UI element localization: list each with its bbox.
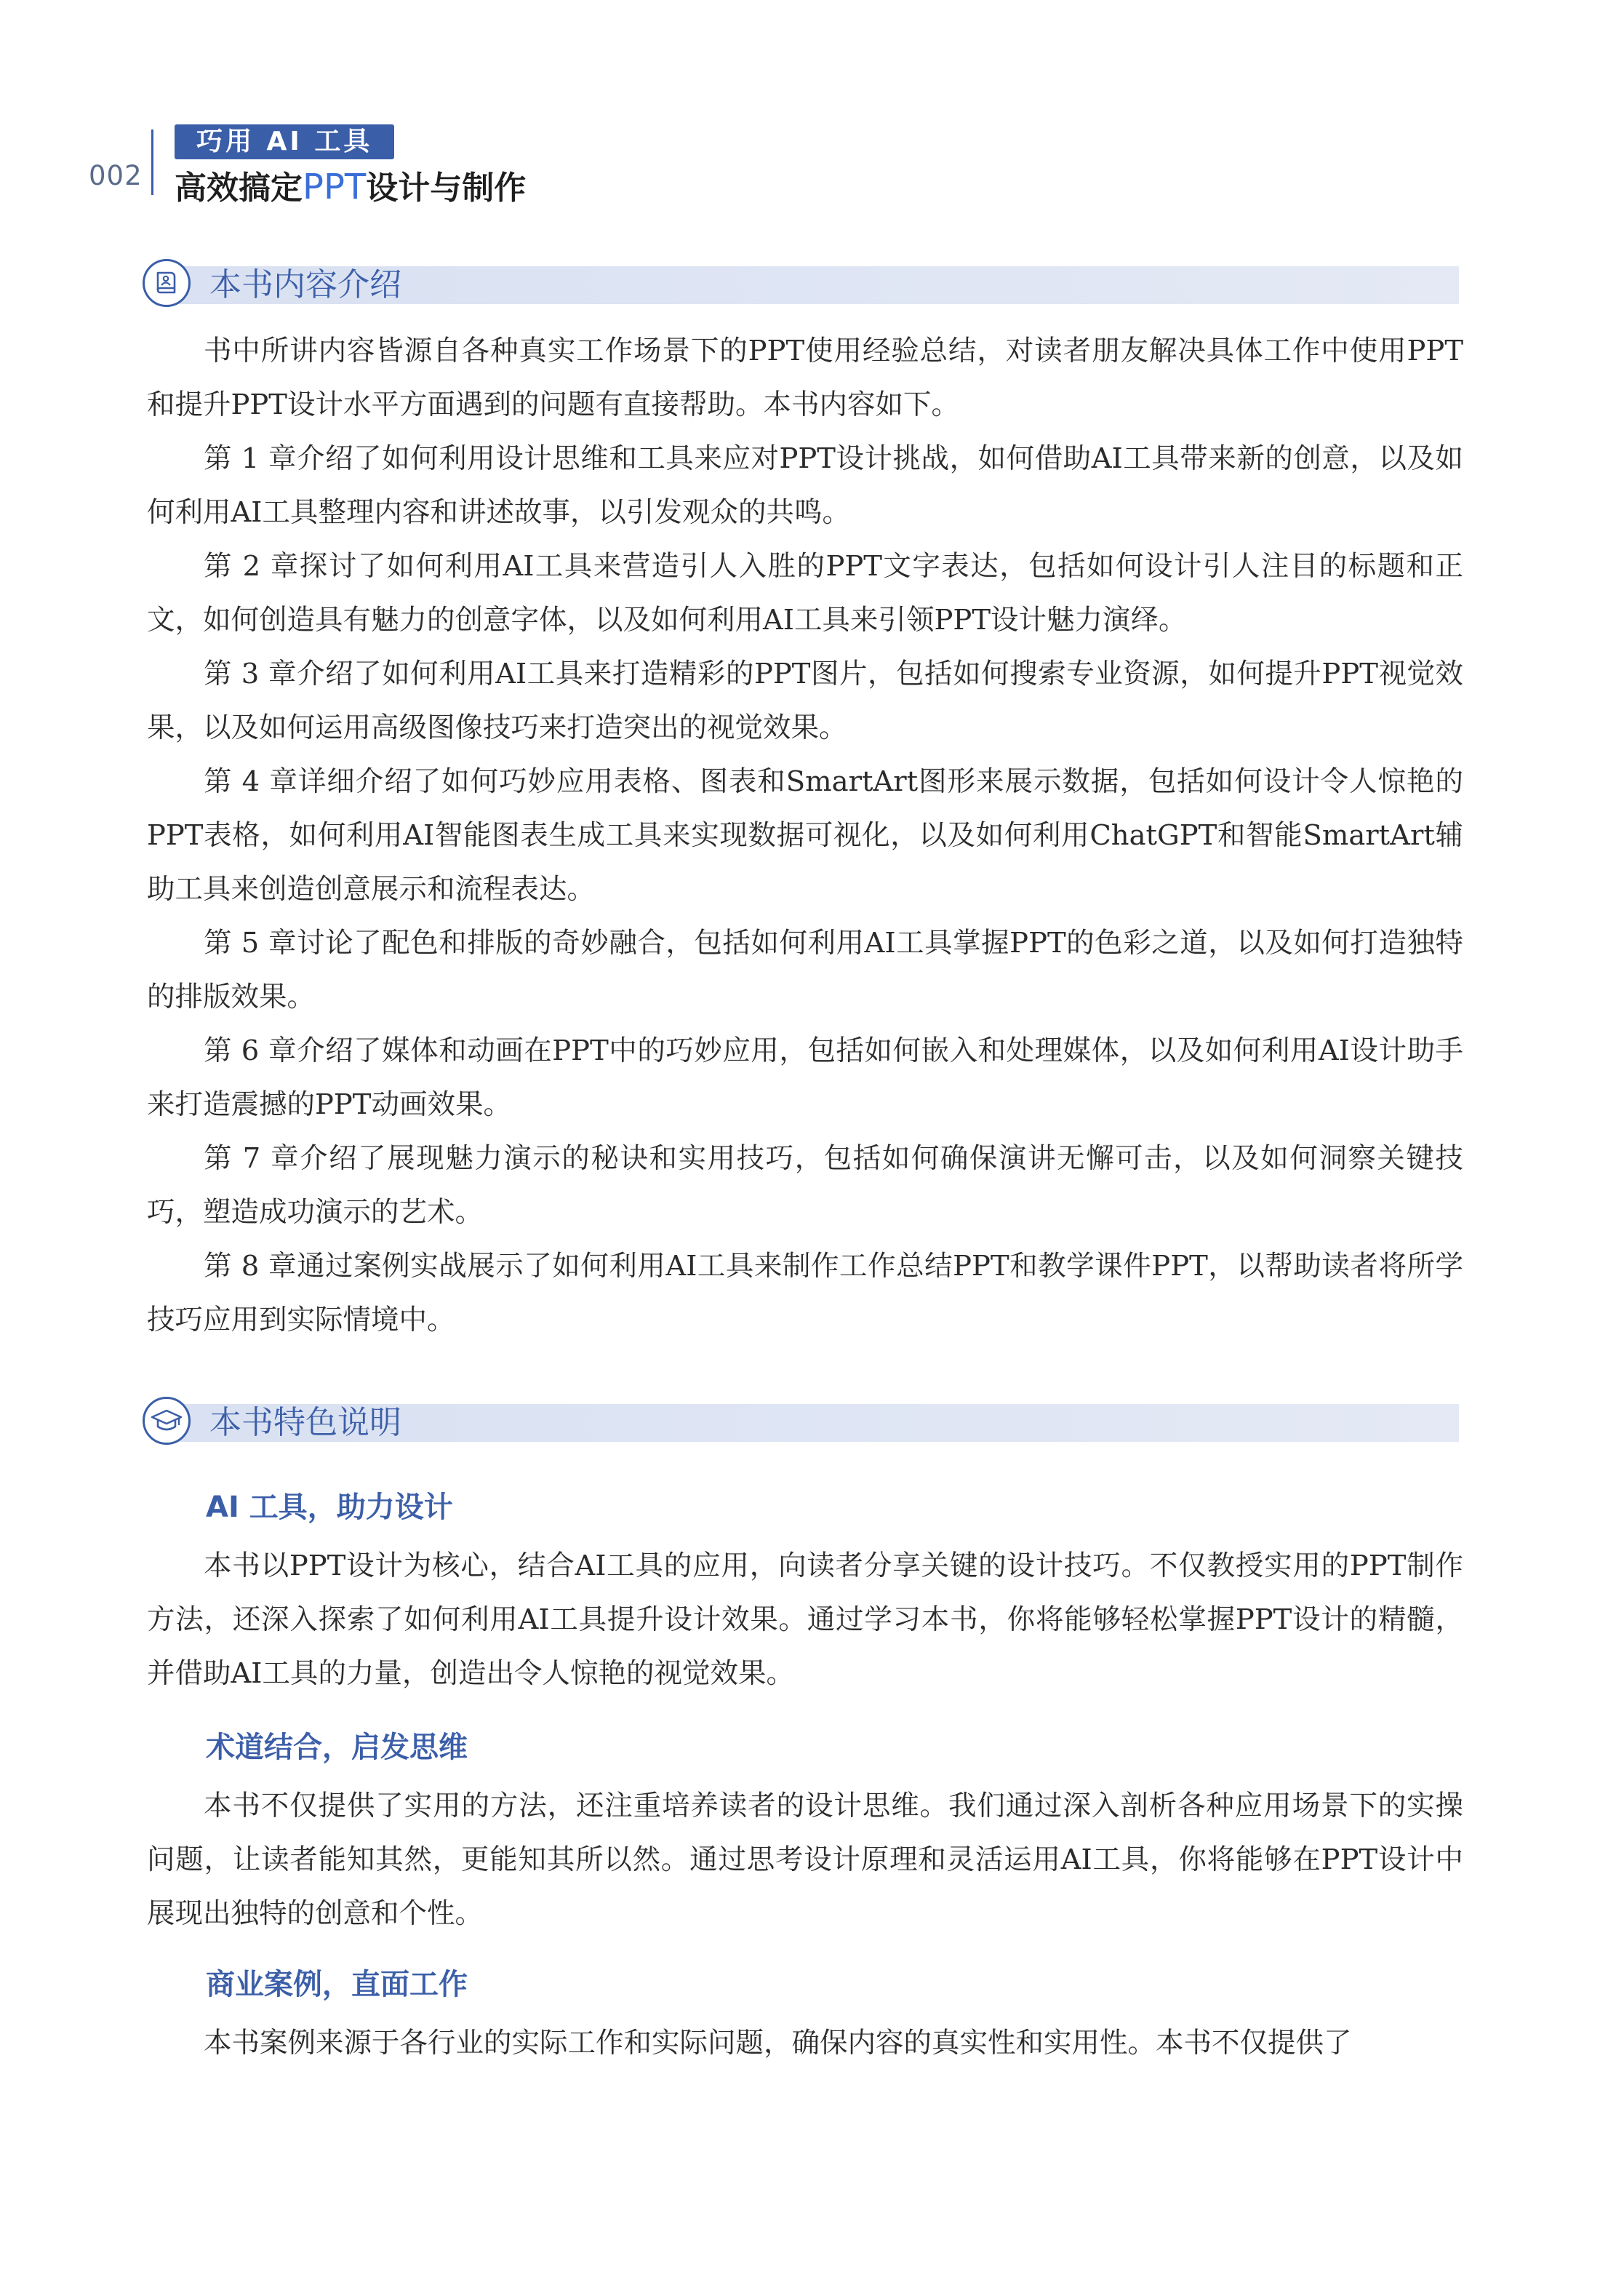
page-number: 002 xyxy=(89,160,143,191)
book-title-accent: PPT xyxy=(303,167,367,207)
section-title: 本书特色说明 xyxy=(209,1404,401,1441)
chapter-2-summary: 第 2 章探讨了如何利用AI工具来营造引人入胜的PPT文字表达，包括如何设计引人注目的标题和正文，如何创造具有魅力的创意字体，以及如何利用AI工具来引领PPT设计魅力演绎。 xyxy=(147,550,1463,637)
feature-1-title: AI 工具，助力设计 xyxy=(206,1491,453,1524)
section-title: 本书内容介绍 xyxy=(209,266,401,303)
page-header xyxy=(0,0,1624,218)
section-heading-features xyxy=(143,1397,1459,1449)
book-title xyxy=(175,161,526,208)
book-title-part1: 高效搞定 xyxy=(175,170,303,207)
series-badge: 巧用 AI 工具 xyxy=(175,124,394,159)
chapter-6-summary: 第 6 章介绍了媒体和动画在PPT中的巧妙应用，包括如何嵌入和处理媒体，以及如何利用AI设计助手来打造震撼的PPT动画效果。 xyxy=(147,1034,1463,1121)
chapter-4-summary: 第 4 章详细介绍了如何巧妙应用表格、图表和SmartArt图形来展示数据，包括如何设计令人惊艳的PPT表格，如何利用AI智能图表生成工具来实现数据可视化，以及如何利用ChatGPT和智能SmartArt辅助工具来创造创意展示和流程表达。 xyxy=(147,765,1463,906)
chapter-7-summary: 第 7 章介绍了展现魅力演示的秘诀和实用技巧，包括如何确保演讲无懈可击，以及如何洞察关键技巧，塑造成功演示的艺术。 xyxy=(147,1142,1463,1229)
graduation-cap-icon xyxy=(143,1397,191,1445)
chapter-5-summary: 第 5 章讨论了配色和排版的奇妙融合，包括如何利用AI工具掌握PPT的色彩之道，以及如何打造独特的排版效果。 xyxy=(147,927,1463,1013)
chapter-8-summary: 第 8 章通过案例实战展示了如何利用AI工具来制作工作总结PPT和教学课件PPT，以帮助读者将所学技巧应用到实际情境中。 xyxy=(147,1250,1463,1336)
header-divider xyxy=(151,129,153,195)
intro-paragraph: 书中所讲内容皆源自各种真实工作场景下的PPT使用经验总结，对读者朋友解决具体工作中使用PPT和提升PPT设计水平方面遇到的问题有直接帮助。本书内容如下。 xyxy=(147,335,1463,421)
feature-2-text: 本书不仅提供了实用的方法，还注重培养读者的设计思维。我们通过深入剖析各种应用场景下的实操问题，让读者能知其然，更能知其所以然。通过思考设计原理和灵活运用AI工具，你将能够在PPT设计中展现出独特的创意和个性。 xyxy=(147,1790,1463,1930)
feature-2-title: 术道结合，启发思维 xyxy=(206,1731,468,1764)
book-icon xyxy=(143,259,191,307)
section-heading-content-intro xyxy=(143,259,1459,311)
feature-1-text: 本书以PPT设计为核心，结合AI工具的应用，向读者分享关键的设计技巧。不仅教授实用的PPT制作方法，还深入探索了如何利用AI工具提升设计效果。通过学习本书，你将能够轻松掌握PPT设计的精髓，并借助AI工具的力量，创造出令人惊艳的视觉效果。 xyxy=(147,1550,1463,1690)
chapter-1-summary: 第 1 章介绍了如何利用设计思维和工具来应对PPT设计挑战，如何借助AI工具带来新的创意，以及如何利用AI工具整理内容和讲述故事，以引发观众的共鸣。 xyxy=(147,442,1463,529)
feature-3-text: 本书案例来源于各行业的实际工作和实际问题，确保内容的真实性和实用性。本书不仅提供了 xyxy=(204,2027,1352,2059)
book-title-part2: 设计与制作 xyxy=(366,170,527,207)
chapter-3-summary: 第 3 章介绍了如何利用AI工具来打造精彩的PPT图片，包括如何搜索专业资源，如何提升PPT视觉效果，以及如何运用高级图像技巧来打造突出的视觉效果。 xyxy=(147,658,1463,744)
feature-3-title: 商业案例，直面工作 xyxy=(206,1968,468,2001)
